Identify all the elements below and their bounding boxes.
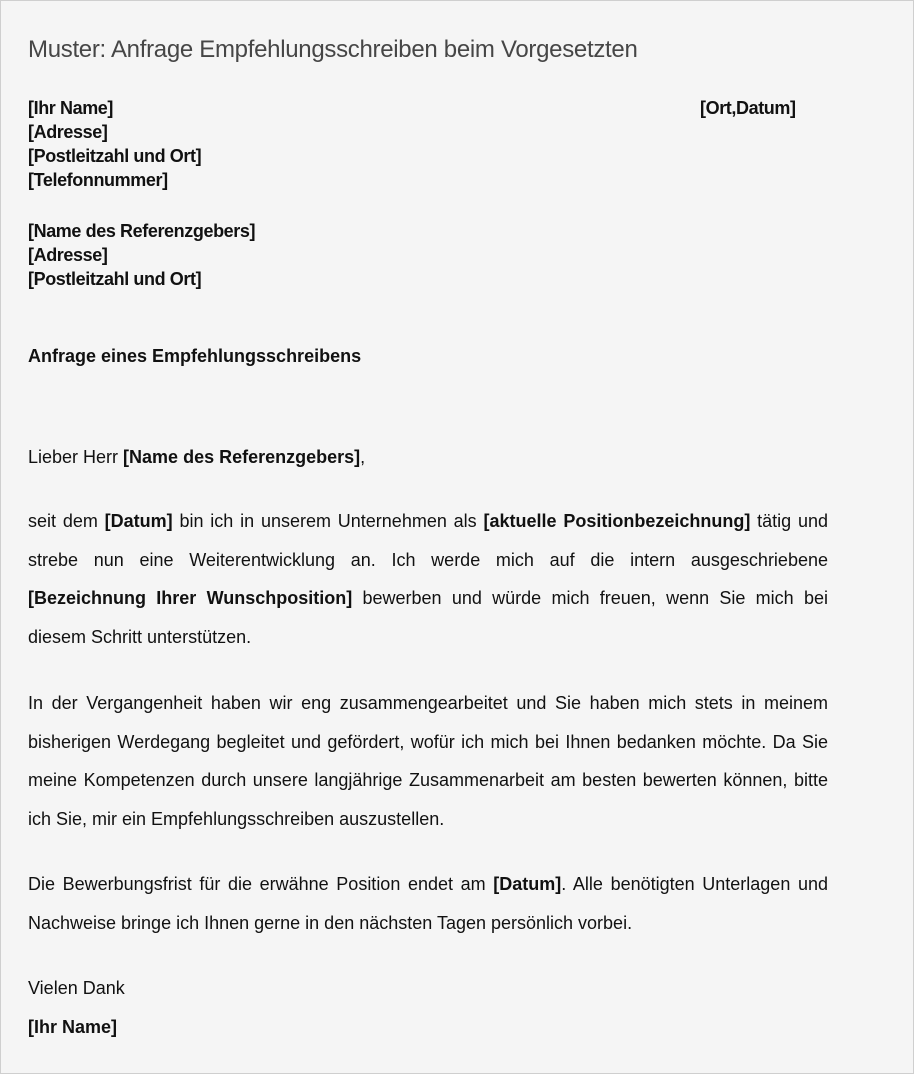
text: bewerben und würde mich freuen, wenn Sie mich bei diesem Schritt unterstützen.: [28, 588, 828, 647]
text: seit dem: [28, 511, 105, 531]
paragraph-1: [28, 502, 828, 656]
place-date: [Ort,Datum]: [700, 98, 796, 118]
text: Die Bewerbungsfrist für die erwähne Position endet am: [28, 874, 494, 894]
subject-line: Anfrage eines Empfehlungsschreibens: [28, 346, 362, 366]
sender-name: [Ihr Name]: [28, 98, 114, 118]
greeting-comma: ,: [360, 447, 366, 467]
text: tätig und strebe nun eine Weiterentwicklung an. Ich werde mich auf die intern ausgeschriebene: [28, 511, 829, 570]
recipient-block: [28, 219, 255, 291]
recipient-postal: [Postleitzahl und Ort]: [28, 269, 202, 289]
greeting-text: Lieber Herr: [28, 447, 124, 467]
sender-postal: [Postleitzahl und Ort]: [28, 146, 202, 166]
sender-phone: [Telefonnummer]: [28, 170, 168, 190]
paragraph-2: In der Vergangenheit haben wir eng zusammengearbeitet und Sie haben mich stets in meinem bisherigen Werdegang begleitet und gefördert, wofür ich mich bei Ihnen bedanken möchte. Da Sie meine Kompetenzen durch unsere langjährige Zusammenarbeit am besten bewerten können, bitte ich Sie, mir ein Empfehlungsschreiben auszustellen.: [28, 693, 828, 829]
greeting: [28, 445, 365, 469]
recipient-name: [Name des Referenzgebers]: [28, 221, 256, 241]
recipient-address: [Adresse]: [28, 245, 108, 265]
placeholder-date: [Datum]: [493, 874, 562, 894]
signature: [Ihr Name]: [28, 1017, 118, 1037]
placeholder-date: [Datum]: [104, 511, 173, 531]
placeholder-wish-position: [Bezeichnung Ihrer Wunschposition]: [28, 588, 353, 609]
document-title: Muster: Anfrage Empfehlungsschreiben beim Vorgesetzten: [28, 36, 638, 63]
placeholder-position: [aktuelle Positionbezeichnung]: [483, 511, 751, 531]
sender-block: [28, 96, 201, 192]
greeting-name: [Name des Referenzgebers]: [123, 447, 361, 467]
paragraph-3: [28, 865, 828, 942]
sender-address: [Adresse]: [28, 122, 108, 142]
text: . Alle benötigten Unterlagen und Nachweise bringe ich Ihnen gerne in den nächsten Tagen persönlich vorbei.: [28, 874, 828, 933]
closing: Vielen Dank: [28, 978, 125, 998]
text: bin ich in unserem Unternehmen als: [172, 511, 484, 531]
